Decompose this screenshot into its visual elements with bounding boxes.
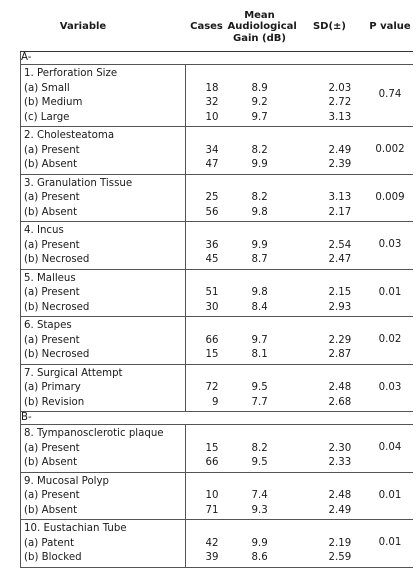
- cases-value: 36: [205, 239, 219, 251]
- mean-gain-cell: [228, 222, 292, 270]
- cases-cell: [186, 174, 228, 222]
- mean-gain-value: 9.3: [251, 504, 268, 516]
- sd-value: 2.17: [328, 206, 352, 218]
- mean-gain-value: 7.7: [251, 396, 268, 408]
- sd-value: 2.47: [328, 254, 352, 265]
- cases-value: 9: [212, 396, 219, 408]
- mean-gain-value: 8.6: [251, 552, 268, 563]
- variable-title: 7. Surgical Attempt: [24, 367, 123, 379]
- sd-value: 3.13: [328, 192, 352, 203]
- sd-value: 2.48: [328, 490, 352, 501]
- sd-value: 2.33: [328, 457, 352, 468]
- variable-option: (b) Necrosed: [24, 349, 90, 360]
- variable-cell: [21, 317, 186, 365]
- sd-value: 2.29: [328, 334, 352, 346]
- cases-value: 72: [205, 382, 219, 393]
- cases-value: 39: [205, 552, 219, 563]
- cases-value: 42: [205, 537, 219, 549]
- variable-option: (b) Revision: [24, 396, 85, 408]
- sd-cell: [292, 364, 368, 412]
- variable-option: (a) Present: [24, 334, 80, 346]
- mean-gain-value: 8.9: [251, 82, 268, 94]
- variable-option: (a) Small: [24, 82, 70, 94]
- table-row: [21, 425, 413, 473]
- table-row: [21, 520, 413, 568]
- variable-title: 3. Granulation Tissue: [24, 177, 133, 189]
- variable-cell: [21, 269, 186, 317]
- sd-value: 2.54: [328, 239, 352, 251]
- section-label: B-: [21, 412, 413, 425]
- variable-option: (b) Necrosed: [24, 301, 90, 313]
- variable-option: (a) Present: [24, 144, 80, 156]
- mean-gain-value: 9.9: [251, 239, 268, 251]
- variable-title: 9. Mucosal Polyp: [24, 475, 109, 487]
- variable-option: (b) Absent: [24, 159, 78, 170]
- variable-title: 4. Incus: [24, 225, 64, 236]
- section-label: A-: [21, 52, 413, 65]
- mean-gain-value: 9.7: [251, 334, 268, 346]
- sd-cell: [292, 425, 368, 473]
- sd-value: 2.49: [328, 504, 352, 516]
- header-cases: Cases: [186, 3, 228, 52]
- cases-value: 66: [205, 457, 219, 468]
- variable-option: (a) Present: [24, 287, 80, 298]
- mean-gain-value: 8.1: [251, 349, 268, 360]
- variable-cell: [21, 174, 186, 222]
- table-row: [21, 472, 413, 520]
- mean-gain-value: 8.2: [251, 144, 268, 156]
- cases-value: 30: [205, 301, 219, 313]
- sd-cell: [292, 317, 368, 365]
- sd-cell: [292, 65, 368, 127]
- header-row: [21, 3, 413, 52]
- sd-value: 2.93: [328, 301, 352, 313]
- mean-gain-cell: [228, 520, 292, 568]
- sd-cell: [292, 472, 368, 520]
- cases-value: 66: [205, 334, 219, 346]
- mean-gain-value: 9.5: [251, 382, 268, 393]
- mean-gain-value: 9.7: [251, 111, 268, 123]
- variable-cell: [21, 364, 186, 412]
- sd-cell: [292, 269, 368, 317]
- variable-title: 2. Cholesteatoma: [24, 130, 115, 141]
- variable-option: (c) Large: [24, 111, 70, 123]
- cases-value: 34: [205, 144, 219, 156]
- table-row: [21, 65, 413, 127]
- mean-gain-cell: [228, 364, 292, 412]
- header-mean-gain: Mean Audiological Gain (dB): [228, 3, 292, 52]
- cases-cell: [186, 222, 228, 270]
- variable-option: (a) Patent: [24, 537, 75, 549]
- cases-cell: [186, 364, 228, 412]
- variable-cell: [21, 127, 186, 175]
- cases-cell: [186, 425, 228, 473]
- mean-gain-value: 9.8: [251, 206, 268, 218]
- mean-gain-value: 8.2: [251, 192, 268, 203]
- variable-option: (a) Primary: [24, 382, 81, 393]
- mean-gain-cell: [228, 127, 292, 175]
- variable-title: 8. Tympanosclerotic plaque: [24, 428, 164, 439]
- sd-value: 2.30: [328, 442, 352, 454]
- variable-cell: [21, 472, 186, 520]
- sd-value: 2.03: [328, 82, 352, 94]
- cases-value: 25: [205, 192, 219, 203]
- mean-gain-cell: [228, 174, 292, 222]
- header-sd: SD(±): [292, 3, 368, 52]
- variable-cell: [21, 65, 186, 127]
- p-value-cell: 0.03: [368, 364, 413, 412]
- p-value-cell: 0.01: [368, 269, 413, 317]
- p-value-cell: 0.02: [368, 317, 413, 365]
- mean-gain-value: 8.4: [251, 301, 268, 313]
- sd-value: 2.68: [328, 396, 352, 408]
- variable-option: (b) Absent: [24, 457, 78, 468]
- p-value-cell: 0.04: [368, 425, 413, 473]
- variable-option: (a) Present: [24, 490, 80, 501]
- table-row: [21, 174, 413, 222]
- cases-value: 15: [205, 349, 219, 360]
- sd-value: 2.15: [328, 287, 352, 298]
- sd-value: 2.59: [328, 552, 352, 563]
- section-row: [21, 412, 413, 425]
- sd-cell: [292, 127, 368, 175]
- cases-cell: [186, 317, 228, 365]
- variable-cell: [21, 425, 186, 473]
- sd-value: 2.48: [328, 382, 352, 393]
- results-table: [20, 3, 413, 568]
- sd-value: 3.13: [328, 111, 352, 123]
- cases-value: 18: [205, 82, 219, 94]
- variable-option: (b) Absent: [24, 206, 78, 218]
- sd-cell: [292, 222, 368, 270]
- mean-gain-value: 8.2: [251, 442, 268, 454]
- header-p-value: P value: [368, 3, 413, 52]
- cases-cell: [186, 472, 228, 520]
- table-row: [21, 317, 413, 365]
- variable-option: (a) Present: [24, 239, 80, 251]
- variable-title: 6. Stapes: [24, 320, 72, 331]
- header-variable: Variable: [21, 3, 186, 52]
- variable-option: (b) Necrosed: [24, 254, 90, 265]
- variable-option: (a) Present: [24, 192, 80, 203]
- p-value-cell: 0.03: [368, 222, 413, 270]
- mean-gain-value: 9.9: [251, 159, 268, 170]
- cases-value: 71: [205, 504, 219, 516]
- variable-title: 10. Eustachian Tube: [24, 523, 127, 534]
- variable-cell: [21, 222, 186, 270]
- mean-gain-cell: [228, 472, 292, 520]
- variable-title: 1. Perforation Size: [24, 68, 118, 79]
- variable-option: (a) Present: [24, 442, 80, 454]
- variable-option: (b) Absent: [24, 504, 78, 516]
- variable-option: (b) Medium: [24, 97, 83, 108]
- variable-option: (b) Blocked: [24, 552, 82, 563]
- variable-cell: [21, 520, 186, 568]
- table-row: [21, 222, 413, 270]
- cases-value: 10: [205, 490, 219, 501]
- sd-value: 2.72: [328, 97, 352, 108]
- cases-value: 56: [205, 206, 219, 218]
- section-row: [21, 52, 413, 65]
- mean-gain-value: 8.7: [251, 254, 268, 265]
- sd-value: 2.19: [328, 537, 352, 549]
- table-row: [21, 364, 413, 412]
- cases-value: 51: [205, 287, 219, 298]
- mean-gain-cell: [228, 65, 292, 127]
- cases-value: 10: [205, 111, 219, 123]
- mean-gain-cell: [228, 269, 292, 317]
- sd-value: 2.87: [328, 349, 352, 360]
- sd-cell: [292, 520, 368, 568]
- cases-cell: [186, 520, 228, 568]
- table-row: [21, 127, 413, 175]
- p-value-cell: 0.009: [368, 174, 413, 222]
- p-value-cell: 0.74: [368, 65, 413, 127]
- p-value-cell: 0.01: [368, 472, 413, 520]
- mean-gain-value: 9.8: [251, 287, 268, 298]
- mean-gain-value: 9.2: [251, 97, 268, 108]
- variable-title: 5. Malleus: [24, 272, 76, 284]
- mean-gain-value: 7.4: [251, 490, 268, 501]
- sd-value: 2.49: [328, 144, 352, 156]
- mean-gain-value: 9.5: [251, 457, 268, 468]
- p-value-cell: 0.002: [368, 127, 413, 175]
- sd-cell: [292, 174, 368, 222]
- mean-gain-value: 9.9: [251, 537, 268, 549]
- sd-value: 2.39: [328, 159, 352, 170]
- cases-cell: [186, 65, 228, 127]
- cases-cell: [186, 269, 228, 317]
- cases-cell: [186, 127, 228, 175]
- cases-value: 32: [205, 97, 219, 108]
- cases-value: 47: [205, 159, 219, 170]
- cases-value: 45: [205, 254, 219, 265]
- table-row: [21, 269, 413, 317]
- mean-gain-cell: [228, 317, 292, 365]
- mean-gain-cell: [228, 425, 292, 473]
- cases-value: 15: [205, 442, 219, 454]
- p-value-cell: 0.01: [368, 520, 413, 568]
- table-body: [21, 52, 413, 568]
